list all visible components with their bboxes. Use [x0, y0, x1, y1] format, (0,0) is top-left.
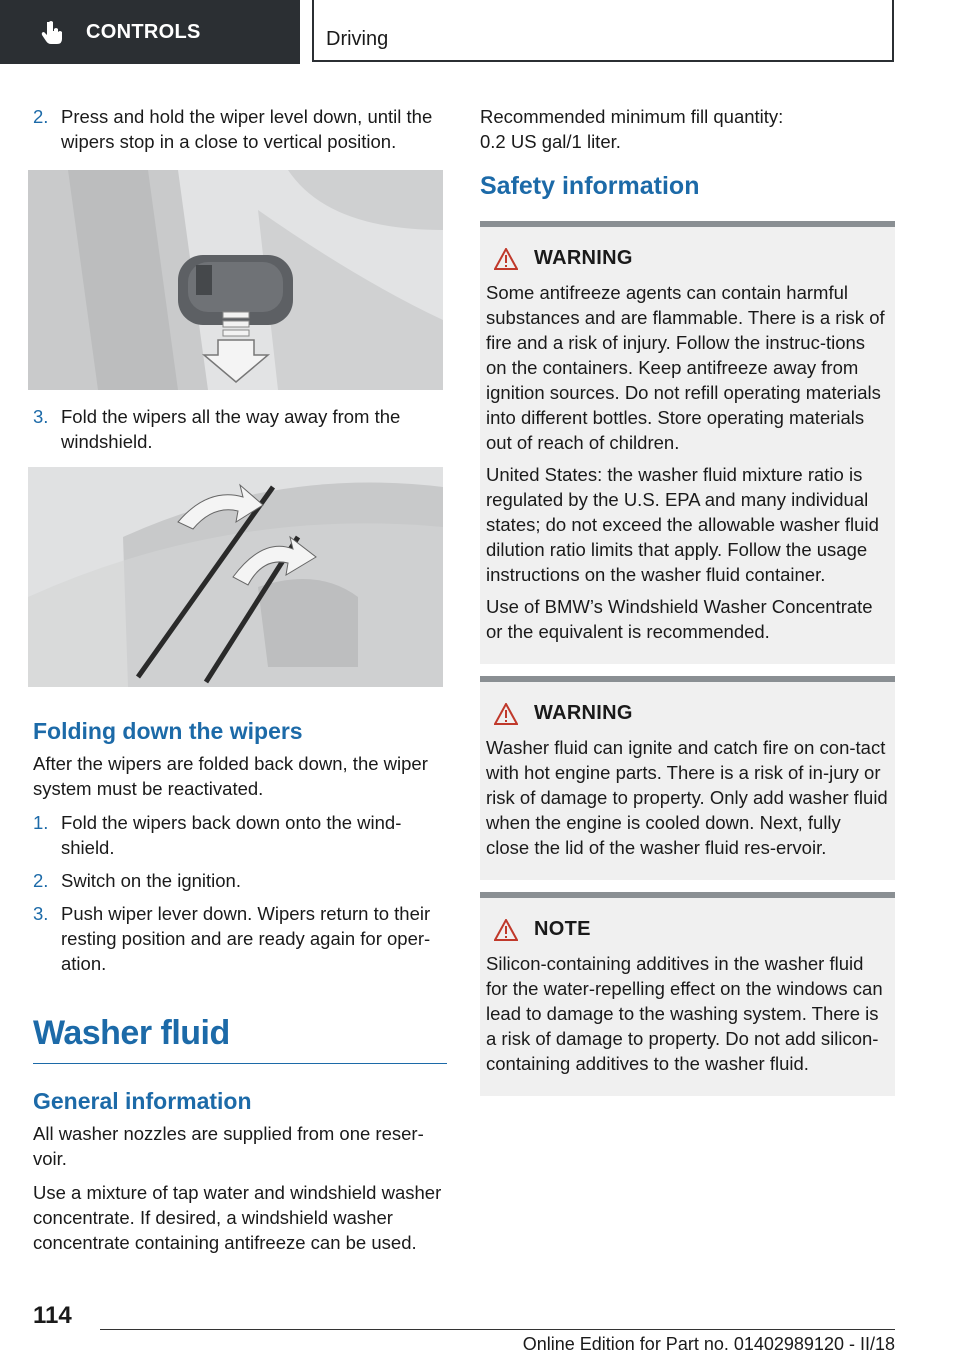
warning-text: Washer fluid can ignite and catch fire on con‐tact with hot engine parts. There is a risk of in‐jury or risk of damage to property. Only add washer fluid when the engine is cooled down. Next, fully close the lid of the washer fluid res‐ervoir. — [486, 737, 888, 858]
note-text: Silicon-containing additives in the washer fluid for the water-repelling effect on the windows can lead to damage to the washing system. There is a risk of damage to property. Do not add silicon-containing additives to the washer fluid. — [486, 953, 883, 1074]
washer-fluid-heading: Washer fluid — [33, 1014, 230, 1052]
right-column — [480, 104, 895, 1096]
folding-section — [33, 718, 447, 1264]
fill-quantity-label: Recommended minimum fill quantity: — [480, 106, 784, 127]
safety-heading: Safety information — [480, 172, 700, 200]
general-info-p1: All washer nozzles are supplied from one reser‐voir. — [33, 1123, 424, 1169]
step-number: 3. — [33, 903, 49, 924]
note-box — [480, 892, 895, 1096]
warning-box — [480, 676, 895, 880]
warning-text: United States: the washer fluid mixture ratio is regulated by the U.S. EPA and many individual states; do not exceed the allowable washer fluid dilution ratio limits that apply. Follow the usage instructions on the washer fluid container. — [486, 464, 879, 585]
general-info-p2: Use a mixture of tap water and windshield washer concentrate. If desired, a windshield washer concentrate containing antifreeze can be used. — [33, 1182, 442, 1253]
step-text: Press and hold the wiper level down, until the wipers stop in a close to vertical position. — [61, 106, 433, 152]
step-number: 1. — [33, 812, 49, 833]
step-text: Fold the wipers back down onto the wind‐shield. — [61, 812, 402, 858]
list-item — [33, 810, 447, 860]
wiper-lever-illustration — [28, 170, 443, 390]
left-column — [33, 104, 447, 162]
chapter-label: Driving — [326, 28, 389, 50]
hand-pointer-icon — [40, 19, 66, 45]
heading-rule — [33, 1063, 447, 1064]
list-item — [33, 404, 447, 454]
general-info-heading: General information — [33, 1088, 252, 1114]
warning-title: WARNING — [534, 702, 633, 724]
left-column-2 — [33, 404, 447, 462]
folding-heading: Folding down the wipers — [33, 718, 303, 744]
step-text: Switch on the ignition. — [61, 870, 241, 891]
warning-triangle-icon — [494, 919, 518, 941]
chapter-header — [312, 0, 894, 62]
step-number: 2. — [33, 106, 49, 127]
warning-text: Use of BMW’s Windshield Washer Concentrate or the equivalent is recommended. — [486, 596, 873, 642]
footer-rule — [100, 1329, 895, 1330]
section-label: CONTROLS — [86, 20, 201, 43]
warning-box — [480, 221, 895, 664]
wiper-fold-illustration — [28, 467, 443, 687]
list-item — [33, 868, 447, 893]
section-tab — [0, 0, 300, 64]
step-number: 2. — [33, 870, 49, 891]
list-item — [33, 901, 447, 976]
page-number: 114 — [33, 1302, 72, 1329]
warning-triangle-icon — [494, 703, 518, 725]
step-text: Fold the wipers all the way away from the windshield. — [61, 406, 401, 452]
warning-triangle-icon — [494, 248, 518, 270]
step-text: Push wiper lever down. Wipers return to their resting position and are ready again for oper‐ation. — [61, 903, 431, 974]
fill-quantity-value: 0.2 US gal/1 liter. — [480, 131, 621, 152]
folding-intro: After the wipers are folded back down, the wiper system must be reactivated. — [33, 753, 428, 799]
note-title: NOTE — [534, 918, 591, 940]
edition-text: Online Edition for Part no. 01402989120 - II/18 — [522, 1334, 895, 1354]
list-item — [33, 104, 447, 154]
step-number: 3. — [33, 406, 49, 427]
warning-title: WARNING — [534, 247, 633, 269]
warning-text: Some antifreeze agents can contain harmful substances and are flammable. There is a risk of fire and a risk of injury. Follow the instruc‐tions on the containers. Keep antifreeze away from ignition sources. Do not refill operating materials into different bottles. Store operating materials out of reach of children. — [486, 282, 885, 453]
